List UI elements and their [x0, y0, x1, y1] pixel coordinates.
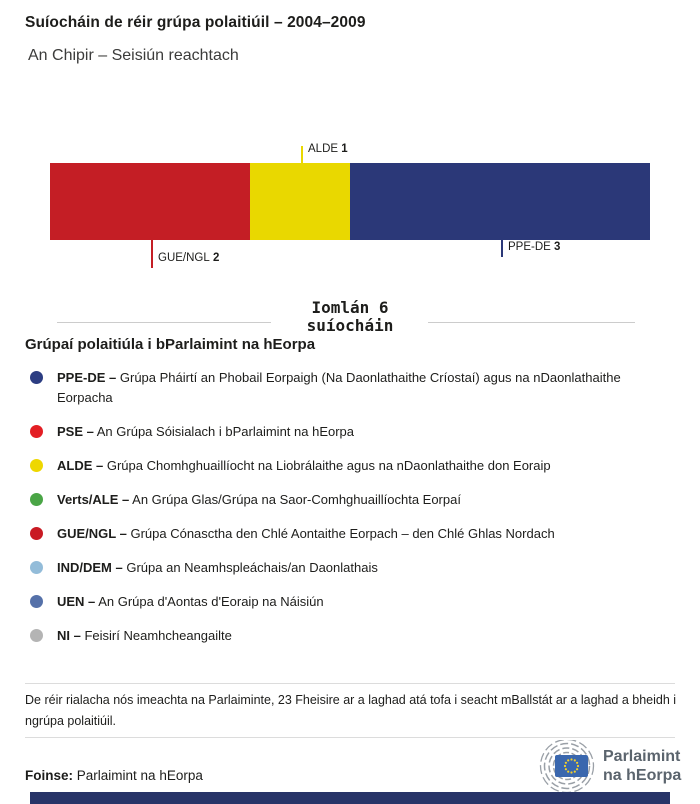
bar-segment-gue-ngl: [50, 163, 250, 240]
legend-abbr: ALDE –: [57, 458, 104, 473]
political-groups-legend: [25, 368, 675, 660]
legend-desc: An Grúpa Sóisialach i bParlaimint na hEorpa: [96, 424, 355, 439]
alde-callout-label: [308, 143, 348, 155]
total-line-1: Iomlán 6: [311, 298, 389, 317]
ni-color-dot: [30, 629, 43, 642]
eu-flag-icon: [555, 755, 588, 777]
ppe-de-seat-count: 3: [554, 241, 561, 253]
legend-abbr: Verts/ALE –: [57, 492, 130, 507]
legend-item-gue-ngl: [25, 524, 675, 544]
legend-desc: Grúpa Pháirtí an Phobail Eorpaigh (Na Daonlathaithe Críostaí) agus na nDaonlathaithe Eorpacha: [57, 370, 621, 405]
gue-ngl-callout-label: [158, 252, 219, 264]
footnote-divider-bottom: [25, 737, 675, 738]
bar-segment-ppe-de: [350, 163, 650, 240]
legend-item-uen: [25, 592, 675, 612]
total-seats-label: [0, 299, 700, 335]
legend-abbr: PSE –: [57, 424, 94, 439]
alde-seat-count: 1: [341, 143, 348, 155]
divider-left: [57, 322, 271, 323]
procedural-footnote: De réir rialacha nós imeachta na Parlaiminte, 23 Fheisire ar a laghad atá tofa i seacht mBallstát ar a laghad a bheidh i ngrúpa polaitiúil.: [25, 693, 677, 728]
legend-item-verts-ale: [25, 490, 675, 510]
page-subtitle: An Chipir – Seisiún reachtach: [28, 47, 239, 64]
legend-heading: Grúpaí polaitiúla i bParlaimint na hEorpa: [25, 336, 316, 353]
legend-item-alde: [25, 456, 675, 476]
source-label: Foinse:: [25, 768, 74, 783]
ind-dem-color-dot: [30, 561, 43, 574]
footnote-divider-top: [25, 683, 675, 684]
ppe-de-group-name: PPE-DE: [508, 241, 551, 253]
divider-right: [428, 322, 635, 323]
legend-desc: Feisirí Neamhcheangailte: [84, 628, 232, 643]
source-value: Parlaimint na hEorpa: [76, 768, 203, 783]
ppe-de-callout-label: [508, 241, 560, 253]
ep-logo-text-line2: na hEorpa: [603, 767, 682, 784]
alde-group-name: ALDE: [308, 143, 339, 155]
legend-abbr: NI –: [57, 628, 81, 643]
bar-segment-alde: [250, 163, 350, 240]
alde-color-dot: [30, 459, 43, 472]
uen-color-dot: [30, 595, 43, 608]
legend-item-ind-dem: [25, 558, 675, 578]
legend-desc: Grúpa Chomhghuaillíocht na Liobrálaithe agus na nDaonlathaithe don Eoraip: [106, 458, 551, 473]
legend-desc: Grúpa an Neamhspleáchais/an Daonlathais: [126, 560, 378, 575]
gue-ngl-seat-count: 2: [212, 252, 220, 264]
legend-desc: An Grúpa Glas/Grúpa na Saor-Comhghuaillíochta Eorpaí: [132, 492, 461, 507]
legend-desc: Grúpa Cónasctha den Chlé Aontaithe Eorpach – den Chlé Ghlas Nordach: [130, 526, 555, 541]
alde-callout-line: [301, 146, 303, 163]
legend-item-ppe-de: [25, 368, 675, 408]
stacked-seat-bar: [50, 163, 650, 240]
legend-abbr: PPE-DE –: [57, 370, 117, 385]
seat-bar-chart: [0, 140, 700, 275]
gue-ngl-callout-line: [151, 240, 153, 268]
ep-hemicycle-icon: [531, 740, 597, 792]
ep-logo-text-line1: Parlaimint: [603, 748, 681, 765]
legend-item-ni: [25, 626, 675, 646]
legend-abbr: GUE/NGL –: [57, 526, 127, 541]
legend-abbr: UEN –: [57, 594, 96, 609]
pse-color-dot: [30, 425, 43, 438]
source-line: [25, 768, 203, 783]
legend-abbr: IND/DEM –: [57, 560, 123, 575]
bottom-brand-bar: [30, 792, 670, 804]
verts-ale-color-dot: [30, 493, 43, 506]
legend-desc: An Grúpa d'Aontas d'Eoraip na Náisiún: [98, 594, 324, 609]
ep-logo: [531, 740, 699, 792]
ep-logo-text: [603, 747, 681, 785]
ppe-de-callout-line: [501, 240, 503, 257]
total-line-2: suíocháin: [306, 316, 394, 335]
ppe-de-color-dot: [30, 371, 43, 384]
gue-ngl-color-dot: [30, 527, 43, 540]
legend-item-pse: [25, 422, 675, 442]
page-title: Suíocháin de réir grúpa polaitiúil – 2004–2009: [25, 14, 366, 31]
gue-ngl-group-name: GUE/NGL: [158, 252, 210, 264]
